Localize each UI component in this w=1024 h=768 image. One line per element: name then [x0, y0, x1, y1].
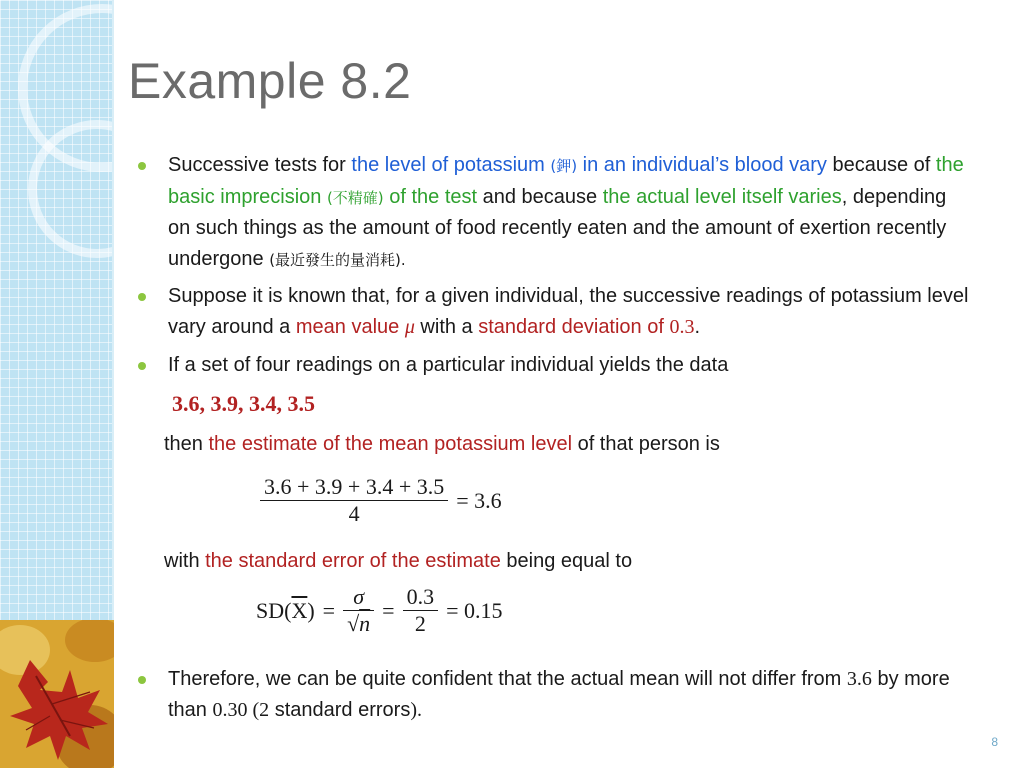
text-segment: the actual level itself varies: [602, 185, 842, 208]
root-n: √n: [347, 611, 371, 636]
numeric-fraction: [403, 584, 439, 637]
sigma-symbol: σ: [343, 584, 374, 611]
autumn-leaf-image: [0, 620, 114, 768]
text-segment: .: [694, 315, 701, 338]
standard-error-formula: [256, 584, 503, 637]
text-segment: Therefore, we can be quite confident that the actual mean will not differ from: [168, 668, 847, 690]
text-segment: Suppose it is known that, for a given individual, the successive readings of potassium level vary around a: [168, 285, 969, 338]
text-segment: ).: [410, 698, 422, 721]
text-segment: (最近發生的量消耗).: [269, 250, 406, 269]
bullet-text: [168, 350, 970, 381]
equals-sign: =: [322, 597, 336, 623]
text-segment: the level of potassium: [351, 154, 551, 176]
bullet-item: [150, 281, 970, 342]
text-segment: (不精確): [326, 188, 384, 207]
page-number: 8: [991, 735, 998, 749]
text-segment: standard errors: [269, 698, 411, 721]
x-bar: $\overline{X}$: [291, 597, 308, 623]
text-segment: in an individual’s blood vary: [577, 154, 827, 176]
text-segment: by more than: [168, 668, 950, 721]
bullet-text: [168, 664, 970, 725]
text-segment: with: [164, 550, 206, 572]
sigma-over-root-n: [343, 584, 374, 637]
text-segment: 3.6: [846, 668, 872, 690]
text-segment: because of: [826, 154, 936, 176]
text-segment: (鉀): [550, 157, 578, 175]
mean-denominator: 4: [348, 501, 360, 526]
fraction-numerator: 0.3: [403, 584, 439, 611]
text-segment: then: [164, 433, 209, 455]
mean-fraction: [260, 474, 448, 527]
text-segment: , depending on such things as the amount of food recently eaten and the amount of exertion recently undergone: [168, 185, 947, 270]
text-segment: and because: [477, 185, 603, 208]
estimate-line: [164, 429, 720, 460]
error-line: [164, 546, 632, 577]
mean-numerator: 3.6 + 3.9 + 3.4 + 3.5: [260, 474, 448, 501]
sd-label: $SD(\overline{X})$: [256, 597, 315, 623]
text-segment: the standard error of the estimate: [205, 550, 501, 572]
text-segment: 0.3: [669, 315, 695, 338]
equals-sign: =: [382, 597, 395, 623]
text-segment: μ: [404, 315, 415, 338]
text-segment: being equal to: [500, 550, 633, 572]
decorative-sidebar: [0, 0, 114, 768]
se-result: = 0.15: [446, 597, 503, 623]
text-segment: mean value: [295, 315, 405, 338]
bullet-item: [150, 150, 970, 275]
text-segment: 0.30 (2: [212, 698, 270, 721]
bullet-item: [150, 664, 970, 725]
bullet-text: [168, 150, 970, 275]
mean-result: = 3.6: [456, 487, 502, 513]
text-segment: of that person is: [572, 433, 720, 455]
text-segment: with a: [414, 315, 479, 338]
bullet-item: [150, 350, 970, 381]
slide-title: Example 8.2: [128, 53, 412, 109]
text-segment: If a set of four readings on a particular individual yields the data: [168, 354, 729, 376]
text-segment: standard deviation of: [478, 315, 670, 338]
mean-formula: [260, 474, 502, 527]
text-segment: the basic imprecision: [168, 154, 964, 208]
data-values: 3.6, 3.9, 3.4, 3.5: [172, 391, 315, 416]
text-segment: Successive tests for: [168, 154, 352, 176]
bullet-text: [168, 281, 970, 342]
fraction-denominator: 2: [414, 611, 426, 636]
text-segment: of the test: [383, 185, 478, 208]
text-segment: the estimate of the mean potassium level: [208, 433, 573, 455]
